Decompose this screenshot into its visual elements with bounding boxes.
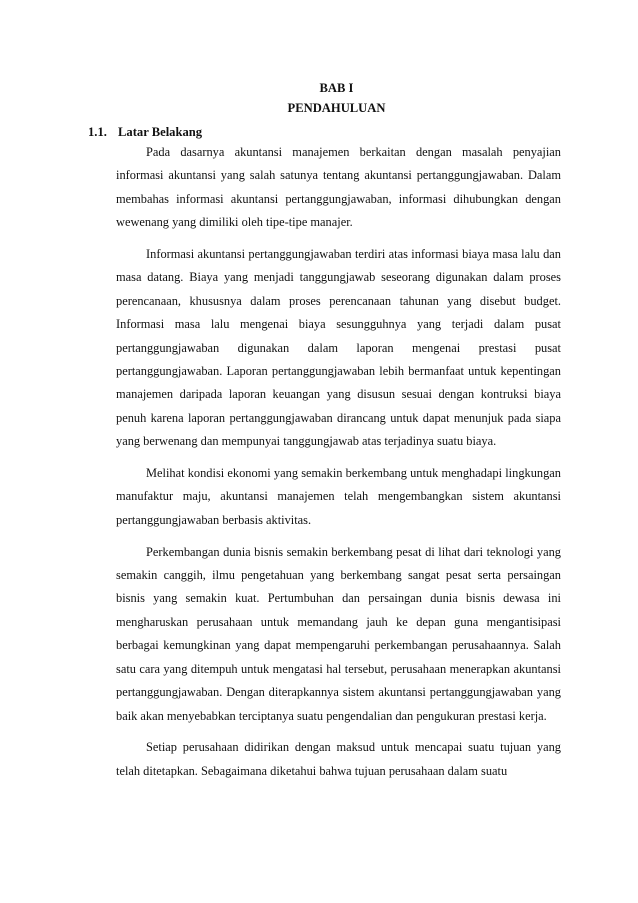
section-heading [88, 123, 561, 141]
section-number: 1.1. [88, 125, 107, 139]
chapter-title: PENDAHULUAN [287, 101, 386, 115]
chapter-number: BAB I [319, 81, 354, 95]
paragraph: Informasi akuntansi pertanggungjawaban terdiri atas informasi biaya masa lalu dan masa datang. Biaya yang menjadi tanggungjawab seseorang digunakan dalam proses perencanaan, khususnya dalam proses perencanaan tahunan yang disebut budget. Informasi masa lalu mengenai biaya sesungguhnya yang terjadi dalam pusat pertanggungjawaban digunakan dalam laporan mengenai prestasi pusat pertanggungjawaban. Laporan pertanggungjawaban lebih bermanfaat untuk kepentingan manajemen daripada laporan keuangan yang disusun sesuai dengan kontruksi biaya penuh karena laporan pertanggungjawaban dirancang untuk dapat menunjuk pada siapa yang berwenang dan mempunyai tanggungjawab atas terjadinya suatu biaya. [116, 247, 561, 449]
section-title: Latar Belakang [118, 125, 203, 139]
paragraph: Pada dasarnya akuntansi manajemen berkaitan dengan masalah penyajian informasi akuntansi yang salah satunya tentang akuntansi pertanggungjawaban. Dalam membahas informasi akuntansi pertanggungjawaban, informasi dihubungkan dengan wewenang yang dimiliki oleh tipe-tipe manajer. [116, 145, 561, 230]
paragraph: Perkembangan dunia bisnis semakin berkembang pesat di lihat dari teknologi yang semakin canggih, ilmu pengetahuan yang berkembang sangat pesat serta persaingan bisnis yang semakin kuat. Pertumbuhan dan persaingan dunia bisnis dewasa ini mengharuskan perusahaan untuk memandang jauh ke depan guna mengantisipasi berbagai kemungkinan yang dapat mempengaruhi perkembangan perusahaannya. Salah satu cara yang ditempuh untuk mengatasi hal tersebut, perusahaan menerapkan akuntansi pertanggungjawaban. Dengan diterapkannya sistem akuntansi pertanggungjawaban yang baik akan menyebabkan terciptanya suatu pengendalian dan pengukuran prestasi kerja. [116, 544, 561, 723]
body-text [90, 141, 561, 783]
paragraph: Setiap perusahaan didirikan dengan maksud untuk mencapai suatu tujuan yang telah ditetapkan. Sebagaimana diketahui bahwa tujuan perusahaan dalam suatu [116, 740, 561, 778]
paragraph: Melihat kondisi ekonomi yang semakin berkembang untuk menghadapi lingkungan manufaktur maju, akuntansi manajemen telah mengembangkan sistem akuntansi pertanggungjawaban berbasis aktivitas. [116, 466, 561, 527]
